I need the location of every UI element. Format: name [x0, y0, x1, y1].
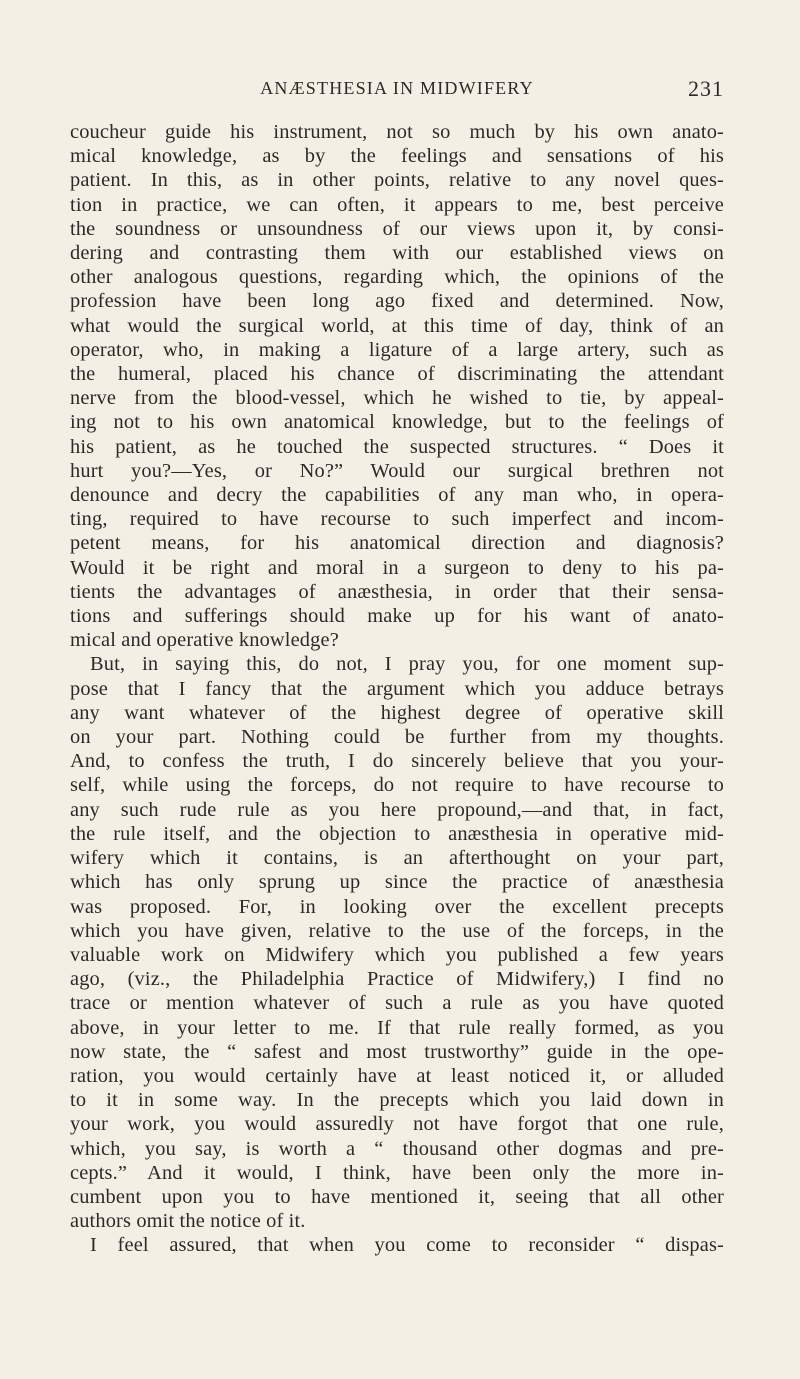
text-line: patient. In this, as in other points, relative to any novel ques-: [70, 169, 724, 192]
text-line: petent means, for his anatomical direction and diagnosis?: [70, 532, 724, 555]
running-title: ANÆSTHESIA IN MIDWIFERY: [260, 78, 534, 98]
text-line: ago, (viz., the Philadelphia Practice of Midwifery,) I find no: [70, 968, 724, 991]
text-line: ing not to his own anatomical knowledge, but to the feelings of: [70, 411, 724, 434]
text-line: coucheur guide his instrument, not so much by his own anato-: [70, 121, 724, 143]
text-line: on your part. Nothing could be further from my thoughts.: [70, 726, 724, 749]
text-line: Would it be right and moral in a surgeon to deny to his pa-: [70, 556, 724, 579]
text-line: I feel assured, that when you come to reconsider “ dispas-: [90, 1234, 724, 1257]
text-line: the rule itself, and the objection to anæsthesia in operative mid-: [70, 822, 724, 845]
text-line: cumbent upon you to have mentioned it, seeing that all other: [70, 1185, 724, 1208]
text-line: denounce and decry the capabilities of any man who, in opera-: [70, 484, 724, 507]
text-line: self, while using the forceps, do not require to have recourse to: [70, 774, 724, 797]
text-line: And, to confess the truth, I do sincerely believe that you your-: [70, 750, 724, 773]
text-line: ting, required to have recourse to such imperfect and incom-: [70, 508, 724, 531]
running-header: [70, 78, 724, 110]
text-line: wifery which it contains, is an afterthought on your part,: [70, 847, 724, 870]
text-line: any want whatever of the highest degree of operative skill: [70, 701, 724, 724]
text-line: tients the advantages of anæsthesia, in order that their sensa-: [70, 580, 724, 603]
text-line: now state, the “ safest and most trustworthy” guide in the ope-: [70, 1040, 724, 1063]
text-line: what would the surgical world, at this time of day, think of an: [70, 314, 724, 337]
text-line: which you have given, relative to the use of the forceps, in the: [70, 919, 724, 942]
text-line: above, in your letter to me. If that rule really formed, as you: [70, 1016, 724, 1039]
text-line: tions and sufferings should make up for his want of anato-: [70, 605, 724, 628]
text-line: But, in saying this, do not, I pray you, for one moment sup-: [90, 653, 724, 676]
text-line: the humeral, placed his chance of discriminating the attendant: [70, 363, 724, 386]
text-line: which, you say, is worth a “ thousand other dogmas and pre-: [70, 1137, 724, 1160]
text-line: the soundness or unsoundness of our views upon it, by consi-: [70, 217, 724, 240]
text-line: your work, you would assuredly not have forgot that one rule,: [70, 1113, 724, 1136]
body-text: [70, 120, 724, 1258]
text-line: valuable work on Midwifery which you published a few years: [70, 943, 724, 966]
text-line: mical and operative knowledge?: [70, 629, 339, 652]
text-line: tion in practice, we can often, it appears to me, best perceive: [70, 193, 724, 216]
text-line: pose that I fancy that the argument which you adduce betrays: [70, 677, 724, 700]
text-line: dering and contrasting them with our established views on: [70, 242, 724, 265]
text-line: to it in some way. In the precepts which you laid down in: [70, 1089, 724, 1112]
text-line: profession have been long ago fixed and determined. Now,: [70, 290, 724, 313]
text-line: other analogous questions, regarding which, the opinions of the: [70, 266, 724, 289]
text-line: his patient, as he touched the suspected structures. “ Does it: [70, 435, 724, 458]
text-line: hurt you?—Yes, or No?” Would our surgical brethren not: [70, 459, 724, 482]
text-line: which has only sprung up since the practice of anæsthesia: [70, 871, 724, 894]
page-number: 231: [688, 76, 724, 101]
text-line: operator, who, in making a ligature of a large artery, such as: [70, 338, 724, 361]
text-line: authors omit the notice of it.: [70, 1210, 306, 1233]
text-line: nerve from the blood-vessel, which he wished to tie, by appeal-: [70, 387, 724, 410]
text-line: trace or mention whatever of such a rule as you have quoted: [70, 992, 724, 1015]
text-line: cepts.” And it would, I think, have been only the more in-: [70, 1161, 724, 1184]
text-line: was proposed. For, in looking over the excellent precepts: [70, 895, 724, 918]
text-line: mical knowledge, as by the feelings and sensations of his: [70, 145, 724, 168]
text-line: ration, you would certainly have at least noticed it, or alluded: [70, 1064, 724, 1087]
text-line: any such rude rule as you here propound,—and that, in fact,: [70, 798, 724, 821]
